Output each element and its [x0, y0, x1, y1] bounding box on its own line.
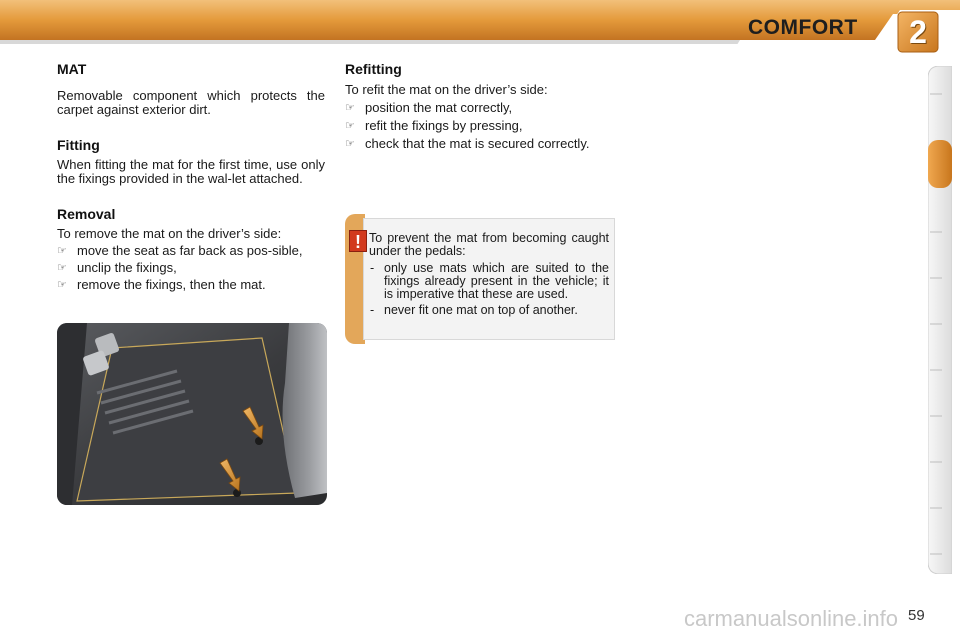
warning-item	[369, 262, 609, 301]
fitting-description: When fitting the mat for the first time, use only the fixings provided in the wal-let attached.	[57, 157, 325, 186]
header-band	[0, 0, 960, 56]
mat-description: Removable component which protects the carpet against exterior dirt.	[57, 88, 325, 117]
pointing-hand-icon: ☞	[345, 138, 355, 150]
fitting-heading: Fitting	[57, 137, 100, 153]
warning-item-text: never fit one mat on top of another.	[384, 303, 578, 317]
left-column	[57, 62, 325, 292]
right-column	[345, 62, 615, 151]
pointing-hand-icon: ☞	[57, 245, 67, 257]
warning-exclamation-icon: !	[349, 230, 367, 252]
mat-heading: MAT	[57, 61, 87, 77]
dash-marker: -	[370, 261, 375, 275]
chapter-tab-strip	[928, 66, 952, 574]
refitting-step-text: refit the fixings by pressing,	[365, 118, 523, 133]
pointing-hand-icon: ☞	[57, 279, 67, 291]
active-chapter-tab[interactable]	[928, 140, 952, 188]
removal-heading: Removal	[57, 206, 116, 222]
page-number: 59	[908, 607, 925, 624]
refitting-intro: To refit the mat on the driver’s side:	[345, 82, 548, 97]
refitting-heading: Refitting	[345, 61, 402, 77]
refitting-step	[345, 101, 615, 115]
removal-step	[57, 278, 325, 292]
floor-mat-photo	[57, 323, 327, 505]
section-title: COMFORT	[748, 16, 858, 39]
removal-step	[57, 261, 325, 275]
pointing-hand-icon: ☞	[345, 102, 355, 114]
chapter-number-badge: 2	[909, 14, 927, 50]
refitting-step-text: check that the mat is secured correctly.	[365, 136, 590, 151]
dash-marker: -	[370, 303, 375, 317]
refitting-step	[345, 119, 615, 133]
refitting-step-text: position the mat correctly,	[365, 100, 513, 115]
removal-step-text: remove the fixings, then the mat.	[77, 277, 266, 292]
removal-step-text: move the seat as far back as pos-sible,	[77, 243, 303, 258]
refitting-step	[345, 137, 615, 151]
warning-intro: To prevent the mat from becoming caught under the pedals:	[369, 231, 609, 258]
removal-step	[57, 244, 325, 258]
warning-text	[369, 232, 609, 317]
warning-item	[369, 304, 609, 317]
removal-intro: To remove the mat on the driver’s side:	[57, 226, 282, 241]
removal-step-text: unclip the fixings,	[77, 260, 177, 275]
pointing-hand-icon: ☞	[345, 120, 355, 132]
warning-item-text: only use mats which are suited to the fixings already present in the vehicle; it is imperative that these are used.	[384, 261, 609, 301]
watermark-text: carmanualsonline.info	[684, 606, 899, 631]
pointing-hand-icon: ☞	[57, 262, 67, 274]
